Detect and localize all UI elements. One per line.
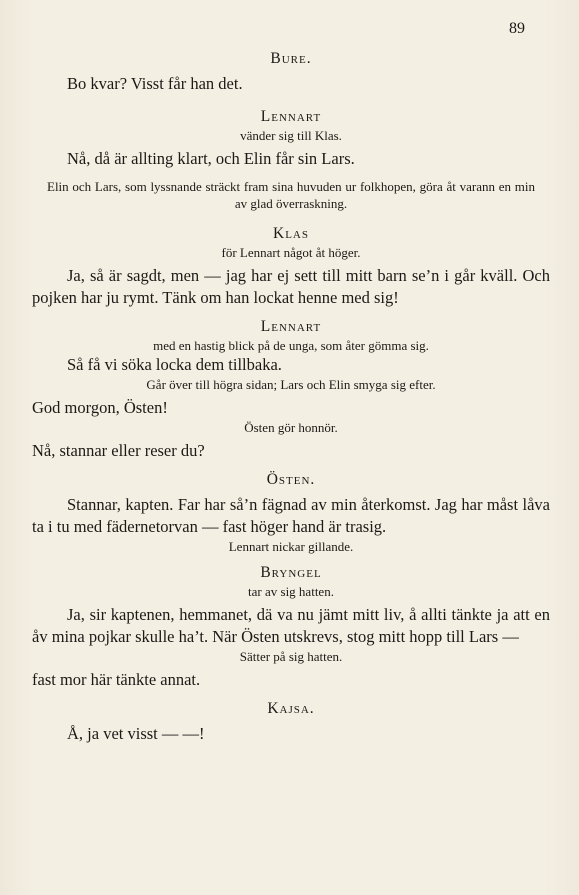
speaker-name: Bure. bbox=[270, 50, 312, 67]
page-number: 89 bbox=[509, 20, 525, 37]
speech-line: Ja, så är sagdt, men — jag har ej sett till mitt barn se’n i går kväll. Och pojken har ju rymt. Tänk om han lockat henne med sig! bbox=[32, 266, 550, 307]
stage-direction: Lennart nickar gillande. bbox=[228, 539, 354, 554]
speaker-name: Östen. bbox=[266, 471, 316, 488]
speech-line: Bo kvar? Visst får han det. bbox=[67, 74, 243, 93]
speaker-name: Kajsa. bbox=[267, 700, 315, 717]
stage-direction: Går över till högra sidan; Lars och Elin smyga sig efter. bbox=[146, 377, 436, 392]
stage-direction: med en hastig blick på de unga, som åter gömma sig. bbox=[153, 338, 429, 353]
speech-line: Nå, då är allting klart, och Elin får sin Lars. bbox=[67, 149, 355, 168]
play-text bbox=[32, 49, 550, 745]
speech-line: Stannar, kapten. Far har så’n fägnad av min återkomst. Jag har måst låva ta i tu med fädernetorvan — fast höger hand är trasig. bbox=[32, 495, 550, 536]
stage-direction: för Lennart något åt höger. bbox=[221, 245, 361, 260]
speaker-name: Lennart bbox=[260, 318, 322, 335]
speech-line: Så få vi söka locka dem tillbaka. bbox=[67, 355, 282, 374]
speaker-name: Lennart bbox=[260, 108, 322, 125]
speech-line: God morgon, Östen! bbox=[32, 398, 168, 417]
speech-line: fast mor här tänkte annat. bbox=[32, 670, 201, 689]
stage-direction: Elin och Lars, som lyssnande sträckt fram sina huvuden ur folkhopen, göra åt varann en min av glad överraskning. bbox=[47, 179, 535, 211]
speech-line: Å, ja vet visst — —! bbox=[67, 724, 205, 743]
speaker-name: Bryngel bbox=[260, 564, 322, 581]
speech-line: Ja, sir kaptenen, hemmanet, dä va nu jämt mitt liv, å allti tänkte ja att en åv mina pojkar skulle ha’t. När Östen utskrevs, stog mitt hopp till Lars — bbox=[32, 605, 550, 646]
speech-line: Nå, stannar eller reser du? bbox=[32, 441, 205, 460]
stage-direction: Sätter på sig hatten. bbox=[239, 649, 343, 664]
stage-direction: Östen gör honnör. bbox=[244, 420, 338, 435]
speaker-name: Klas bbox=[273, 225, 309, 242]
stage-direction: vänder sig till Klas. bbox=[240, 128, 342, 143]
stage-direction: tar av sig hatten. bbox=[248, 584, 334, 599]
